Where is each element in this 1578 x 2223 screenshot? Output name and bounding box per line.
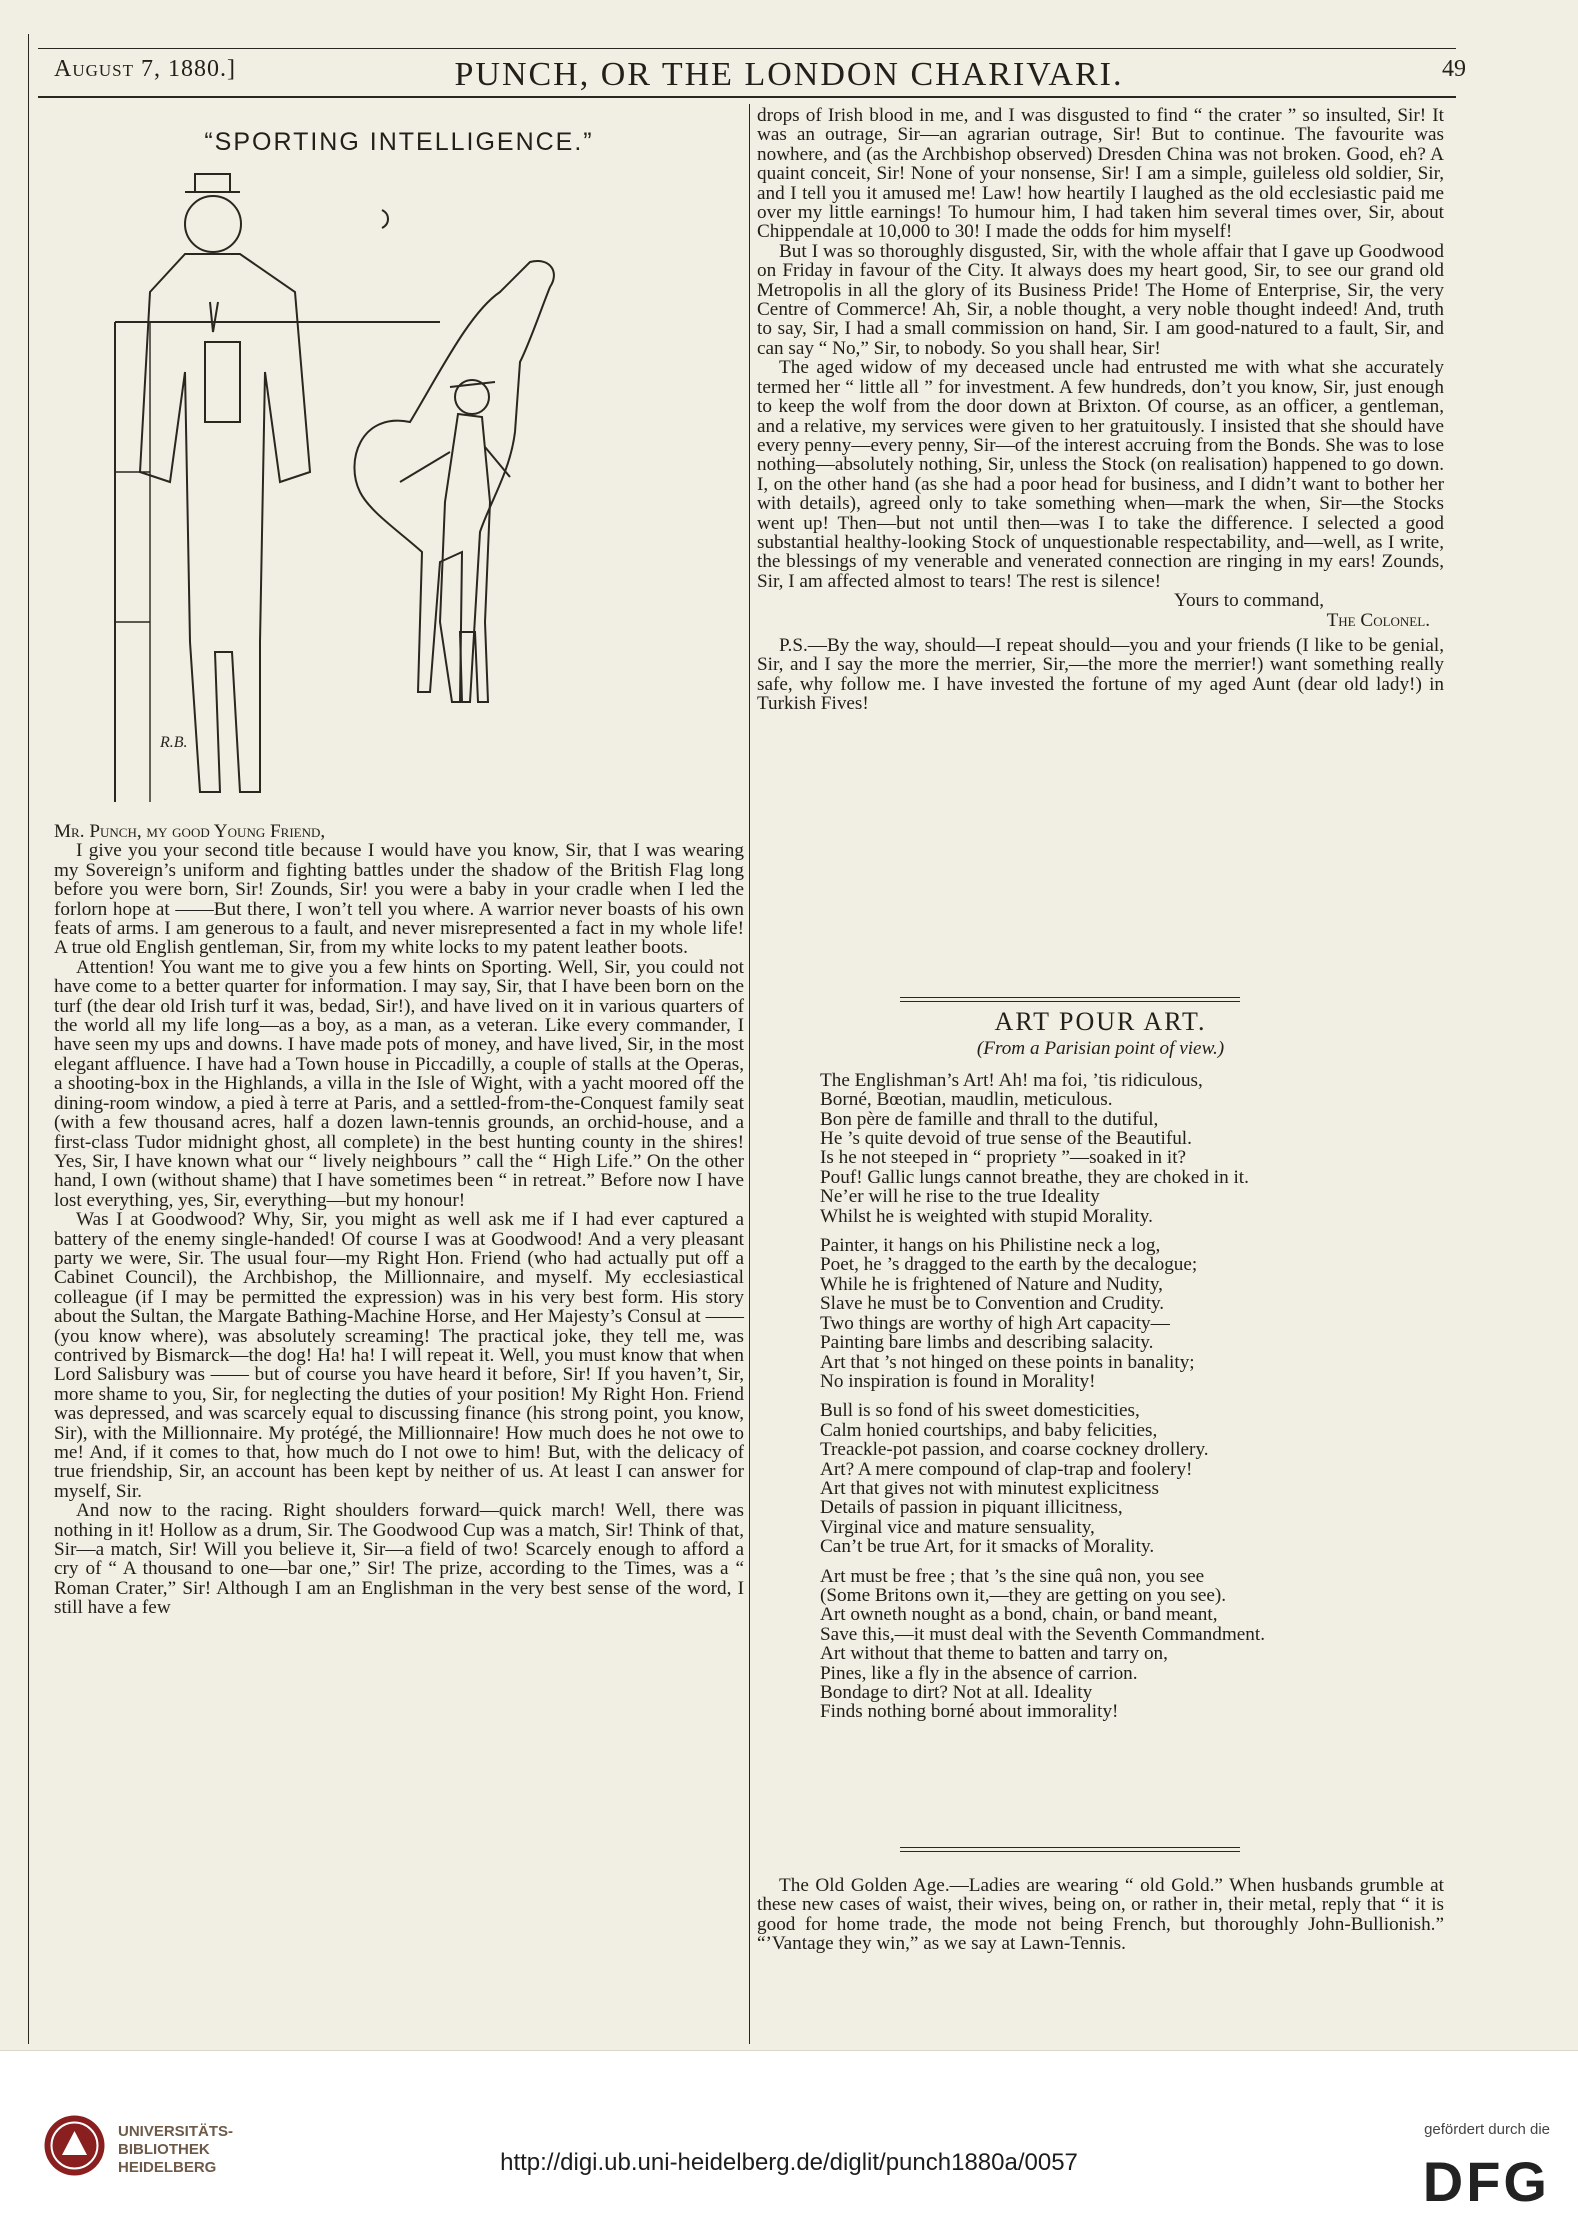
- funded-by-label: gefördert durch die: [1424, 2121, 1550, 2138]
- poem-section: [757, 1002, 1444, 1732]
- cartoon-illustration: [110, 172, 710, 807]
- poem-line: Painter, it hangs on his Philistine neck a log,: [820, 1235, 1161, 1257]
- poem-line: While he is frightened of Nature and Nudity,: [820, 1273, 1163, 1295]
- letter-closing: Yours to command,: [1174, 590, 1324, 612]
- section-divider: [900, 1851, 1240, 1852]
- poem-line: Art? A mere compound of clap-trap and foolery!: [820, 1458, 1193, 1480]
- page-number: 49: [1442, 56, 1466, 82]
- svg-text:R.B.: R.B.: [160, 734, 188, 751]
- section-divider: [900, 997, 1240, 998]
- poem-line: Virginal vice and mature sensuality,: [820, 1516, 1095, 1538]
- letter-paragraph: drops of Irish blood in me, and I was disgusted to find “ the crater ” so insulted, Sir! It was an outrage, Sir—an agrarian outrage, Sir! But to continue. The favourite was nowhere, and (as the Archbishop observed) Dresden China was not broken. Good, eh? A quaint conceit, Sir! None of your nonsense, Sir! I am a simple, guileless old soldier, Sir, and I tell you it amused me! Law! how heartily I laughed as the old ecclesiastic paid me over my little earnings! To humour him, I had taken him several times over, Sir, about Chippendale at 10,000 to 30! I made the odds for him myself!: [757, 105, 1444, 243]
- poem-line: Whilst he is weighted with stupid Morality.: [820, 1205, 1153, 1227]
- poem-line: Poet, he ’s dragged to the earth by the decalogue;: [820, 1254, 1198, 1276]
- poem-stanza: [820, 1401, 1444, 1556]
- poem-line: Bondage to dirt? Not at all. Ideality: [820, 1682, 1093, 1703]
- poem-line: Save this,—it must deal with the Seventh Commandment.: [820, 1623, 1265, 1645]
- poem-line: Ne’er will he rise to the true Ideality: [820, 1186, 1100, 1208]
- letter-paragraph: And now to the racing. Right shoulders forward—quick march! Well, there was nothing in it! Hollow as a drum, Sir. The Goodwood Cup was a match, Sir! Think of that, Sir—a match, Sir! Will you believe it, Sir—a field of two! Scarcely enough to afford a cry of “ A thousand to one—bar one,” Sir! The prize, according to the Times, was a “ Roman Crater,” Sir! Although I am an Englishman in the very best sense of the word, I still have a few: [54, 1500, 744, 1619]
- poem-line: Pines, like a fly in the absence of carrion.: [820, 1662, 1138, 1684]
- poem-line: Finds nothing borné about immorality!: [820, 1701, 1119, 1723]
- library-name: UNIVERSITÄTS- BIBLIOTHEK HEIDELBERG: [118, 2123, 234, 2176]
- digital-object-url[interactable]: http://digi.ub.uni-heidelberg.de/diglit/punch1880a/0057: [500, 2149, 1078, 2176]
- poem-line: Calm honied courtships, and baby felicities,: [820, 1419, 1158, 1441]
- poem-stanza: [820, 1071, 1444, 1226]
- poem-line: Details of passion in piquant illicitness,: [820, 1497, 1123, 1519]
- letter-signature: The Colonel.: [1326, 609, 1430, 631]
- poem-stanza: [820, 1567, 1444, 1722]
- letter-column-left: [54, 822, 744, 1618]
- poem-line: Art that ’s not hinged on these points in banality;: [820, 1351, 1195, 1373]
- issue-date: August 7, 1880.]: [54, 56, 236, 82]
- letter-paragraph: Attention! You want me to give you a few hints on Sporting. Well, Sir, you could not have come to a better quarter for information. I may say, Sir, that I have been born on the turf (the dear old Irish turf it was, bedad, Sir!), and have lived on it in various quarters of the world all my life long—as a boy, as a man, as a veteran. Like every commander, I have seen my ups and downs. I have made pots of money, and have lived, Sir, in the most elegant affluence. I have had a Town house in Piccadilly, a couple of stalls at the Operas, a shooting-box in the Highlands, a villa in the Isle of Wight, with a yacht moored off the dining-room window, a pied à terre at Paris, and a settled-from-the-Conquest family seat (with a few thousand acres, half a dozen lawn-tennis grounds, an orchid-house, and a first-class Tudor midnight ghost, all complete) in the best hunting county in the shires! Yes, Sir, I have known what our “ lively neighbours ” call the “ High Life.” On the other hand, I own (without shame) that I have sometimes been “ in retreat.” Before now I have lost everything, yes, Sir, everything—but my honour!: [54, 956, 744, 1211]
- poem-line: Art owneth nought as a bond, chain, or band meant,: [820, 1604, 1218, 1626]
- postscript: P.S.—By the way, should—I repeat should—you and your friends (I like to be genial, Sir, and I say the more the merrier, Sir,—the more the merrier!) want something really safe, why follow me. I have invested the fortune of my aged Aunt (dear old lady!) in Turkish Fives!: [757, 634, 1444, 715]
- poem-line: Treackle-pot passion, and coarse cockney drollery.: [820, 1439, 1209, 1461]
- letter-paragraph: But I was so thoroughly disgusted, Sir, with the whole affair that I gave up Goodwood on Friday in favour of the City. It always does my heart good, Sir, to see our grand old Metropolis in all the glory of its Business Pride! The Home of Enterprise, Sir, the very Centre of Commerce! Ah, Sir, a noble thought, a very noble thought indeed! And, truth to say, Sir, I had a small commission on hand, Sir. I am good-natured to a fault, Sir, and can say “ No,” Sir, to nobody. So you shall hear, Sir!: [757, 240, 1444, 359]
- poem-title: ART POUR ART.: [994, 1007, 1207, 1036]
- poem-body: [757, 1071, 1444, 1722]
- poem-line: Slave he must be to Convention and Crudity.: [820, 1293, 1165, 1315]
- poem-subtitle: (From a Parisian point of view.): [976, 1038, 1225, 1060]
- letter-paragraph: Was I at Goodwood? Why, Sir, you might as well ask me if I had ever captured a battery of the enemy single-handed! Of course I was at Goodwood! And a very pleasant party we were, Sir. The usual four—my Right Hon. Friend (who had actually put off a Cabinet Council), the Archbishop, the Millionnaire, and myself. My ecclesiastical colleague (if I may be permitted the expression) was in his very best form. His story about the Sultan, the Margate Bathing-Machine Horse, and Her Majesty’s Consul at —— (you know where), was absolutely screaming! The practical joke, they tell me, was contrived by Bismarck—the dog! Ha! ha! I will repeat it. Well, you must know that when Lord Salisbury was —— but of course you have heard it before, Sir! If you haven’t, Sir, more shame to you, Sir, for neglecting the duties of your position! My Right Hon. Friend was depressed, and was scarcely equal to discussing finance (his strong point, you know, Sir), with the Millionnaire. My protégé, the Millionnaire! How much does he not owe to me! And, if it comes to that, how much do I not owe to him! But, with the delicacy of true friendship, Sir, an account has been kept by neither of us. At least I can answer for myself, Sir.: [54, 1209, 744, 1502]
- letter-paragraph: The aged widow of my deceased uncle had entrusted me with what she accurately termed her “ little all ” for investment. A few hundreds, don’t you know, Sir, just enough to keep the wolf from the door down at Brixton. Of course, as an officer, a gentleman, and a relative, my services were given to her gratuitously. I insisted that she should have every penny—every penny, Sir—of the interest accruing from the Bonds. She was to lose nothing—absolutely nothing, Sir, unless the Stock (on realisation) happened to go down. I, on the other hand (as she had a poor head for business, and I didn’t want to bother her with details), agreed only to take something when—mark the when, Sir—the Stocks went up! Then—but not until then—was I to take the difference. I selected a good substantial healthy-looking Stock of unquestionable respectability, and—well, as I write, the blessings of my venerable and venerated connection are ringing in my ears! Zounds, Sir, I am affected almost to tears! The rest is silence!: [757, 357, 1444, 592]
- poem-line: Is he not steeped in “ propriety ”—soaked in it?: [820, 1147, 1187, 1169]
- poem-line: Art without that theme to batten and tarry on,: [820, 1643, 1168, 1665]
- letter-paragraph: I give you your second title because I would have you know, Sir, that I was wearing my Sovereign’s uniform and fighting battles under the shadow of the British Flag long before you were born, Sir! Zounds, Sir! you were a baby in your cradle when I led the forlorn hope at ——But there, I won’t tell you where. A warrior never boasts of his own feats of arms. I am generous to a fault, and never misrepresented a fact in my whole life! A true old English gentleman, Sir, from my white locks to my patent leather boots.: [54, 840, 744, 959]
- dfg-logo: DFG: [1422, 2150, 1550, 2213]
- poem-line: Borné, Bœotian, maudlin, meticulous.: [820, 1089, 1113, 1111]
- poem-line: Art that gives not with minutest explicitness: [820, 1477, 1159, 1499]
- poem-line: No inspiration is found in Morality!: [820, 1370, 1096, 1392]
- masthead-title: PUNCH, OR THE LONDON CHARIVARI.: [454, 56, 1124, 93]
- golden-age-text: The Old Golden Age.—Ladies are wearing “ old Gold.” When husbands grumble at these new cases of waist, their wives, being on, or rather in, their metal, reply that “ it is good for home trade, the mode not being French, but thoroughly John-Bullionish.” “’Vantage they win,” as we say at Lawn-Tennis.: [757, 1875, 1444, 1955]
- poem-line: The Englishman’s Art! Ah! ma foi, ’tis ridiculous,: [820, 1069, 1203, 1091]
- salutation: Mr. Punch, my good Young Friend,: [54, 821, 326, 842]
- cartoon-title: “SPORTING INTELLIGENCE.”: [204, 128, 594, 156]
- poem-stanza: [820, 1236, 1444, 1391]
- poem-line: Two things are worthy of high Art capacity—: [820, 1312, 1170, 1334]
- poem-line: Can’t be true Art, for it smacks of Morality.: [820, 1536, 1155, 1558]
- column-divider: [749, 104, 750, 2044]
- poem-line: (Some Britons own it,—they are getting on you see).: [820, 1584, 1227, 1606]
- footer-bar: [0, 2050, 1578, 2223]
- poem-line: He ’s quite devoid of true sense of the Beautiful.: [820, 1128, 1192, 1150]
- header-top-rule: [38, 48, 1456, 49]
- letter-column-right: [757, 106, 1444, 714]
- header-bottom-rule: [38, 96, 1456, 98]
- golden-age-item: [757, 1876, 1444, 1954]
- poem-line: Painting bare limbs and describing salacity.: [820, 1332, 1154, 1354]
- poem-line: Art must be free ; that ’s the sine quâ non, you see: [820, 1565, 1205, 1587]
- left-border-line: [28, 34, 29, 2044]
- poem-line: Bon père de famille and thrall to the dutiful,: [820, 1108, 1159, 1130]
- poem-line: Bull is so fond of his sweet domesticities,: [820, 1400, 1140, 1422]
- section-divider: [900, 1847, 1240, 1848]
- poem-line: Pouf! Gallic lungs cannot breathe, they are choked in it.: [820, 1166, 1249, 1188]
